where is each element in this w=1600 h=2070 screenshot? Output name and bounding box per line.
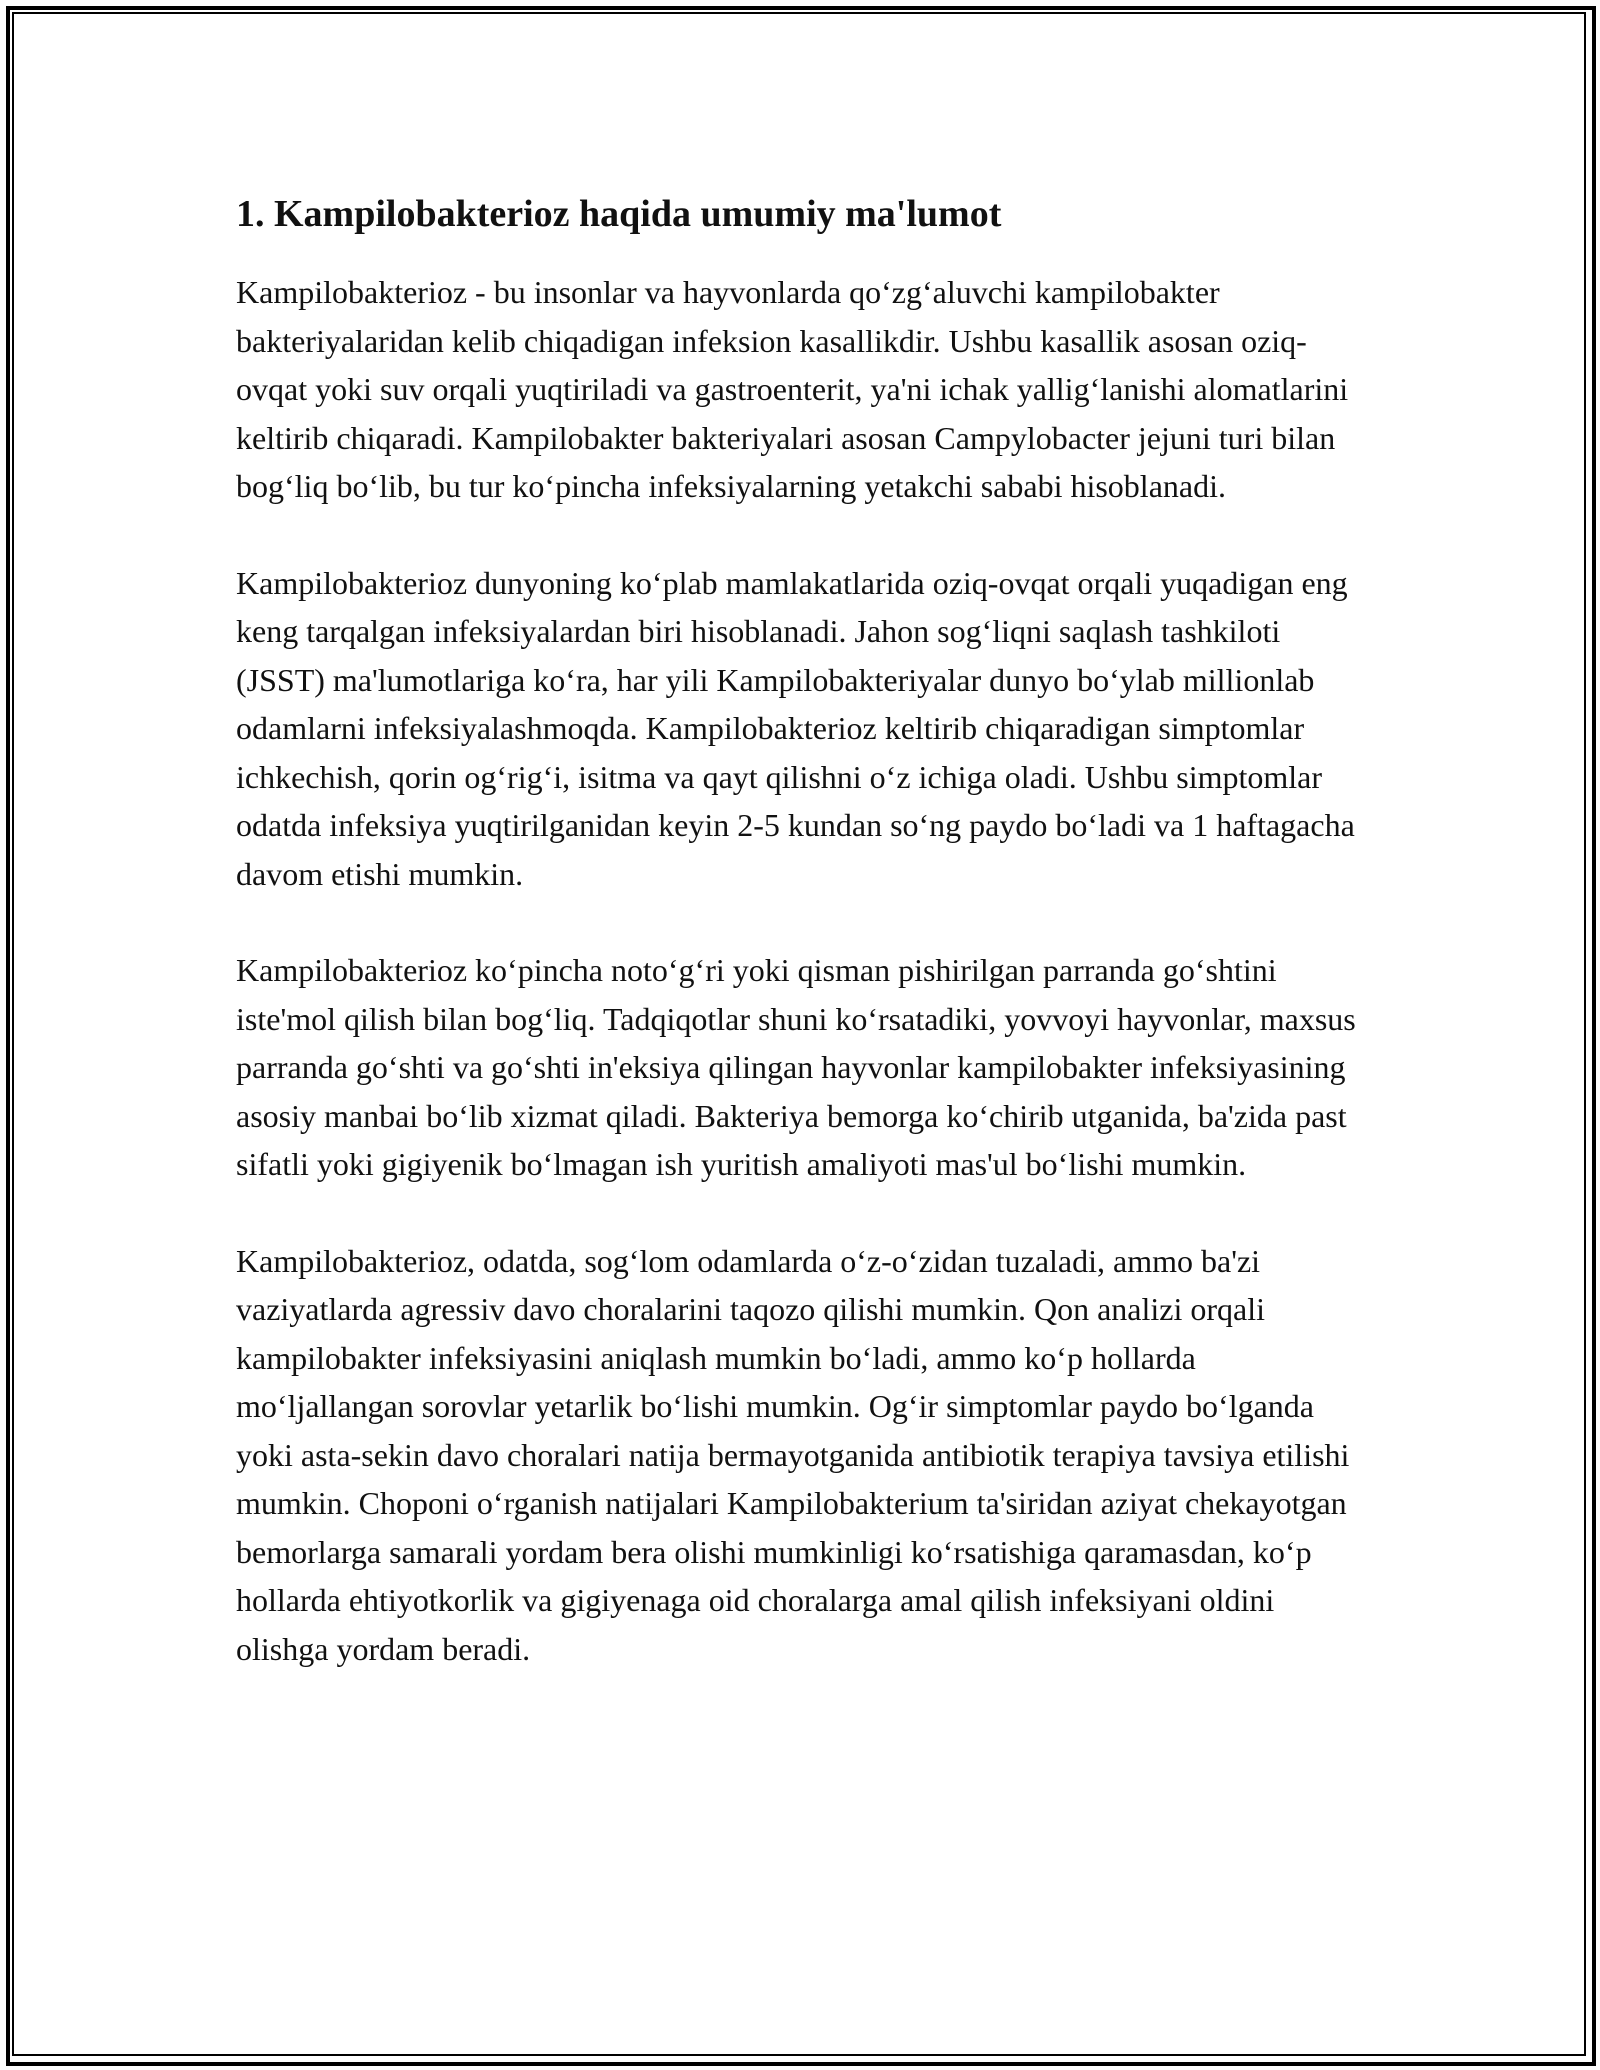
paragraph-prevalence: Kampilobakterioz dunyoning ko‘plab mamlakatlarida oziq-ovqat orqali yuqadigan eng keng tarqalgan infeksiyalardan biri hisoblanadi. Jahon sog‘liqni saqlash tashkiloti (JSST) ma'lumotlariga ko‘ra, har yili Kampilobakteriyalar dunyo bo‘ylab millionlab odamlarni infeksiyalashmoqda. Kampilobakterioz keltirib chiqaradigan simptomlar ichkechish, qorin og‘rig‘i, isitma va qayt qilishni o‘z ichiga oladi. Ushbu simptomlar odatda infeksiya yuqtirilganidan keyin 2-5 kundan so‘ng paydo bo‘ladi va 1 haftagacha davom etishi mumkin. bbox=[236, 564, 1355, 892]
document-body bbox=[236, 186, 1366, 1721]
paragraph-sources: Kampilobakterioz ko‘pincha noto‘g‘ri yoki qisman pishirilgan parranda go‘shtini iste'mol qilish bilan bog‘liq. Tadqiqotlar shuni ko‘rsatadiki, yovvoyi hayvonlar, maxsus parranda go‘shti va go‘shti in'eksiya qilingan hayvonlar kampilobakter infeksiyasining asosiy manbai bo‘lib xizmat qiladi. Bakteriya bemorga ko‘chirib utganida, ba'zida past sifatli yoki gigiyenik bo‘lmagan ish yuritish amaliyoti mas'ul bo‘lishi mumkin. bbox=[236, 952, 1356, 1182]
paragraph-overview: Kampilobakterioz - bu insonlar va hayvonlarda qo‘zg‘aluvchi kampilobakter bakteriyalaridan kelib chiqadigan infeksion kasallikdir. Ushbu kasallik asosan oziq-ovqat yoki suv orqali yuqtiriladi va gastroenterit, ya'ni ichak yallig‘lanishi alomatlarini keltirib chiqaradi. Kampilobakter bakteriyalari asosan Campylobacter jejuni turi bilan bog‘liq bo‘lib, bu tur ko‘pincha infeksiyalarning yetakchi sababi hisoblanadi. bbox=[236, 274, 1349, 504]
paragraph-treatment: Kampilobakterioz, odatda, sog‘lom odamlarda o‘z-o‘zidan tuzaladi, ammo ba'zi vaziyatlarda agressiv davo choralarini taqozo qilishi mumkin. Qon analizi orqali kampilobakter infeksiyasini aniqlash mumkin bo‘ladi, ammo ko‘p hollarda mo‘ljallangan sorovlar yetarlik bo‘lishi mumkin. Og‘ir simptomlar paydo bo‘lganda yoki asta-sekin davo choralari natija bermayotganida antibiotik terapiya tavsiya etilishi mumkin. Choponi o‘rganish natijalari Kampilobakterium ta'siridan aziyat chekayotgan bemorlarga samarali yordam bera olishi mumkinligi ko‘rsatishiga qaramasdan, ko‘p hollarda ehtiyotkorlik va gigiyenaga oid choralarga amal qilish infeksiyani oldini olishga yordam beradi. bbox=[236, 1242, 1350, 1667]
section-heading: 1. Kampilobakterioz haqida umumiy ma'lumot bbox=[236, 193, 1002, 235]
